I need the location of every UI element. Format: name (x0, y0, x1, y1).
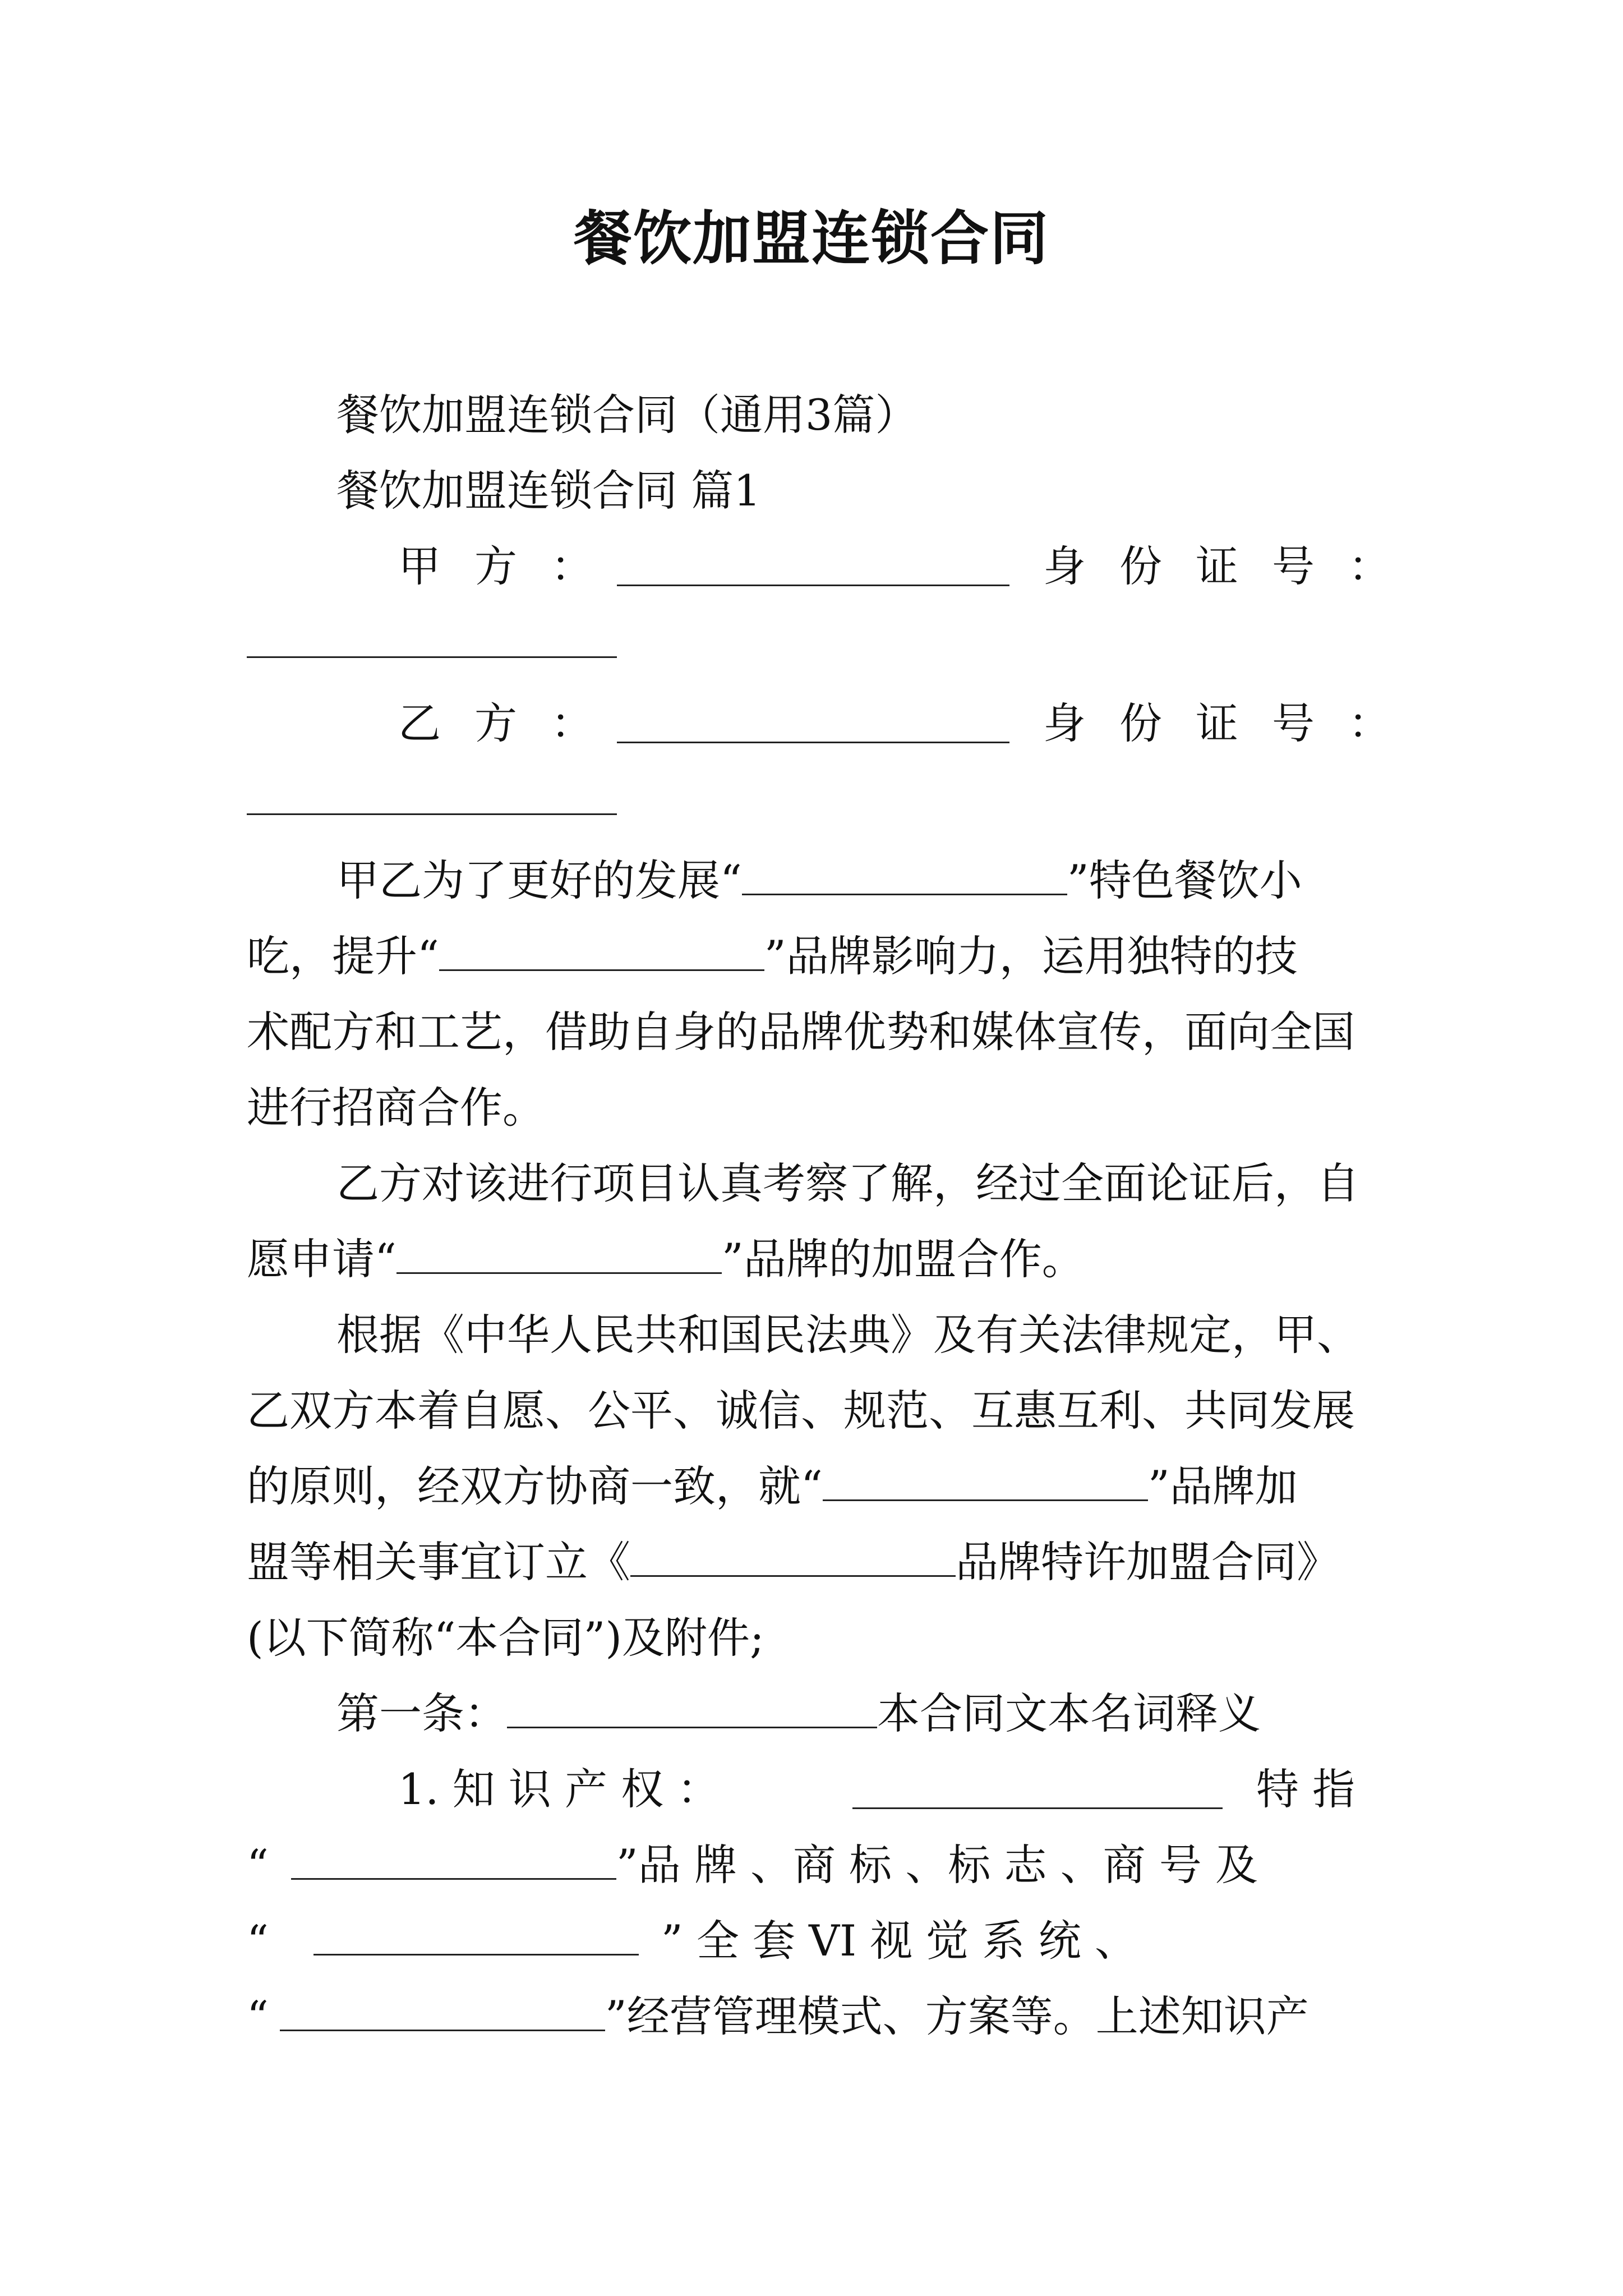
para2-line1: 乙方对该进行项目认真考察了解，经过全面论证后，自 (336, 1158, 1359, 1208)
article1-heading-blank (507, 1686, 877, 1728)
article1-line2: “ ”品 牌 、商 标 、标 志 、商 号 及 (247, 1837, 1258, 1893)
para1-line1: 甲乙为了更好的发展“ ”特色餐饮小 (336, 853, 1302, 909)
para3-line3: 的原则，经双方协商一致，就“ ”品牌加 (247, 1458, 1298, 1515)
brand-blank-1 (742, 853, 1067, 895)
para1-line3: 术配方和工艺，借助自身的品牌优势和媒体宣传，面向全国 (247, 1007, 1355, 1057)
part-heading: 餐饮加盟连锁合同 篇1 (336, 466, 761, 516)
party-b-id-label: 身份证号： (1043, 698, 1424, 748)
subtitle: 餐饮加盟连锁合同（通用3篇） (336, 390, 918, 440)
article1-heading: 第一条： 本合同文本名词释义 (336, 1686, 1261, 1742)
para1-line2: 吃，提升“ ”品牌影响力，运用独特的技 (247, 928, 1298, 984)
brand-blank-4 (823, 1459, 1148, 1501)
para3-line2: 乙双方本着自愿、公平、诚信、规范、互惠互利、共同发展 (247, 1386, 1355, 1435)
para1-line4: 进行招商合作。 (247, 1083, 545, 1133)
brand-blank-6 (291, 1838, 616, 1880)
para2-line2: 愿申请“ ”品牌的加盟合作。 (247, 1231, 1085, 1287)
brand-blank-5 (630, 1535, 956, 1577)
party-b-blank (617, 701, 1009, 743)
brand-blank-8 (280, 1989, 605, 2031)
article1-line4: “ ”经营管理模式、方案等。上述知识产 (247, 1989, 1309, 2045)
brand-blank-3 (396, 1232, 722, 1274)
article1-item1-label: 1. 知 识 产 权 ： (398, 1764, 720, 1814)
party-a-label: 甲方： (398, 541, 627, 591)
para3-line1: 根据《中华人民共和国民法典》及有关法律规定，甲、 (336, 1310, 1359, 1360)
article1-item1-tail: 特 指 (1256, 1764, 1355, 1814)
brand-blank-2 (439, 929, 764, 971)
document-title: 餐饮加盟连锁合同 (573, 204, 1049, 273)
party-a-blank (617, 544, 1009, 586)
para3-line4: 盟等相关事宜订立《 品牌特许加盟合同》 (247, 1534, 1339, 1590)
article1-line3: “ ” 全 套 VI 视 觉 系 统 、 (247, 1913, 1137, 1969)
para3-line5: (以下简称“本合同”)及附件; (247, 1613, 764, 1663)
brand-blank-7 (313, 1913, 639, 1955)
party-b-label: 乙方： (398, 698, 627, 748)
party-a-id-label: 身份证号： (1043, 541, 1424, 591)
party-b-id-blank (247, 780, 617, 815)
party-a-id-blank (247, 623, 617, 658)
article1-item1-blank (852, 1767, 1223, 1809)
